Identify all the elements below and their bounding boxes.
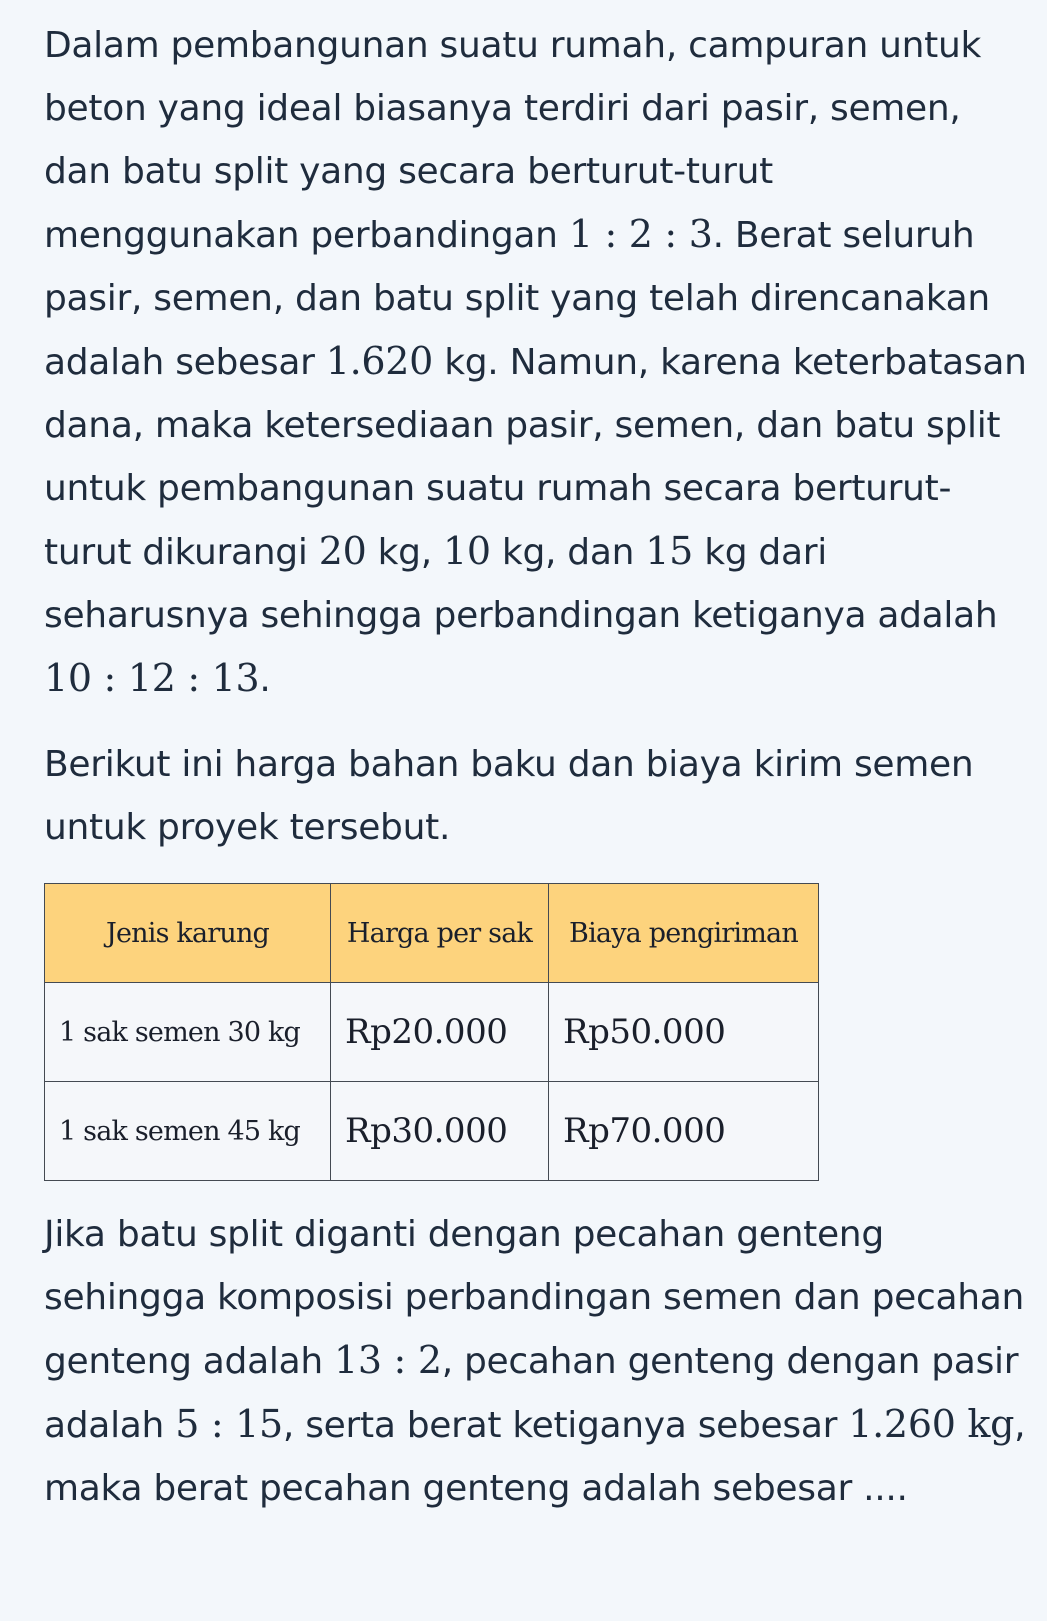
intro-text-4: kg, <box>366 532 443 573</box>
problem-content <box>44 14 1034 1520</box>
question-text-2: , pecahan genteng dengan pasir adalah <box>44 1341 1019 1446</box>
intro-text-5: kg, dan <box>490 532 646 573</box>
table-row <box>45 1082 819 1181</box>
intro-text-3: kg. Namun, karena keterbatasan dana, maka ketersediaan pasir, semen, dan batu split untuk pembangunan suatu rumah secara berturut-turut dikurangi <box>44 342 1027 573</box>
cell-harga-per-sak: Rp30.000 <box>331 1082 549 1181</box>
ratio-tile-sand: 5 : 15 <box>175 1402 283 1446</box>
cell-jenis-karung: 1 sak semen 45 kg <box>45 1082 331 1181</box>
question-text-3: , serta berat ketiganya sebesar <box>282 1405 849 1446</box>
reduction-split: 15 <box>645 529 694 573</box>
question-text-1: Jika batu split diganti dengan pecahan genteng sehingga komposisi perbandingan semen dan pecahan genteng adalah <box>44 1214 1025 1382</box>
question-text-4: , maka berat pecahan genteng adalah sebesar .... <box>44 1405 1026 1509</box>
intro-text-6: kg dari seharusnya sehingga perbandingan ketiganya adalah <box>44 532 998 636</box>
ratio-reduced: 10 : 12 : 13 <box>44 656 260 700</box>
cell-jenis-karung: 1 sak semen 30 kg <box>45 983 331 1082</box>
ratio-ideal: 1 : 2 : 3 <box>568 212 713 256</box>
total-weight-new: 1.260 kg <box>848 1402 1015 1446</box>
reduction-cement: 10 <box>443 529 491 573</box>
cell-biaya-pengiriman: Rp50.000 <box>549 983 819 1082</box>
header-harga-per-sak: Harga per sak <box>331 884 549 983</box>
price-table-container <box>44 883 1034 1181</box>
table-header-row <box>45 884 819 983</box>
header-jenis-karung: Jenis karung <box>45 884 331 983</box>
intro-text-7: . <box>259 659 271 700</box>
cell-harga-per-sak: Rp20.000 <box>331 983 549 1082</box>
problem-intro-paragraph <box>44 14 1034 711</box>
ratio-cement-tile: 13 : 2 <box>334 1338 442 1382</box>
cell-biaya-pengiriman: Rp70.000 <box>549 1082 819 1181</box>
reduction-sand: 20 <box>318 529 367 573</box>
table-row <box>45 983 819 1082</box>
total-weight: 1.620 <box>325 339 434 383</box>
intro-text-1: Dalam pembangunan suatu rumah, campuran untuk beton yang ideal biasanya terdiri dari pasir, semen, dan batu split yang secara berturut-turut menggunakan perbandingan <box>44 25 982 256</box>
question-paragraph <box>44 1203 1034 1520</box>
price-intro-paragraph: Berikut ini harga bahan baku dan biaya kirim semen untuk proyek tersebut. <box>44 744 974 848</box>
intro-text-2: . Berat seluruh pasir, semen, dan batu split yang telah direncanakan adalah sebesar <box>44 215 990 383</box>
header-biaya-pengiriman: Biaya pengiriman <box>549 884 819 983</box>
price-table <box>44 883 819 1181</box>
